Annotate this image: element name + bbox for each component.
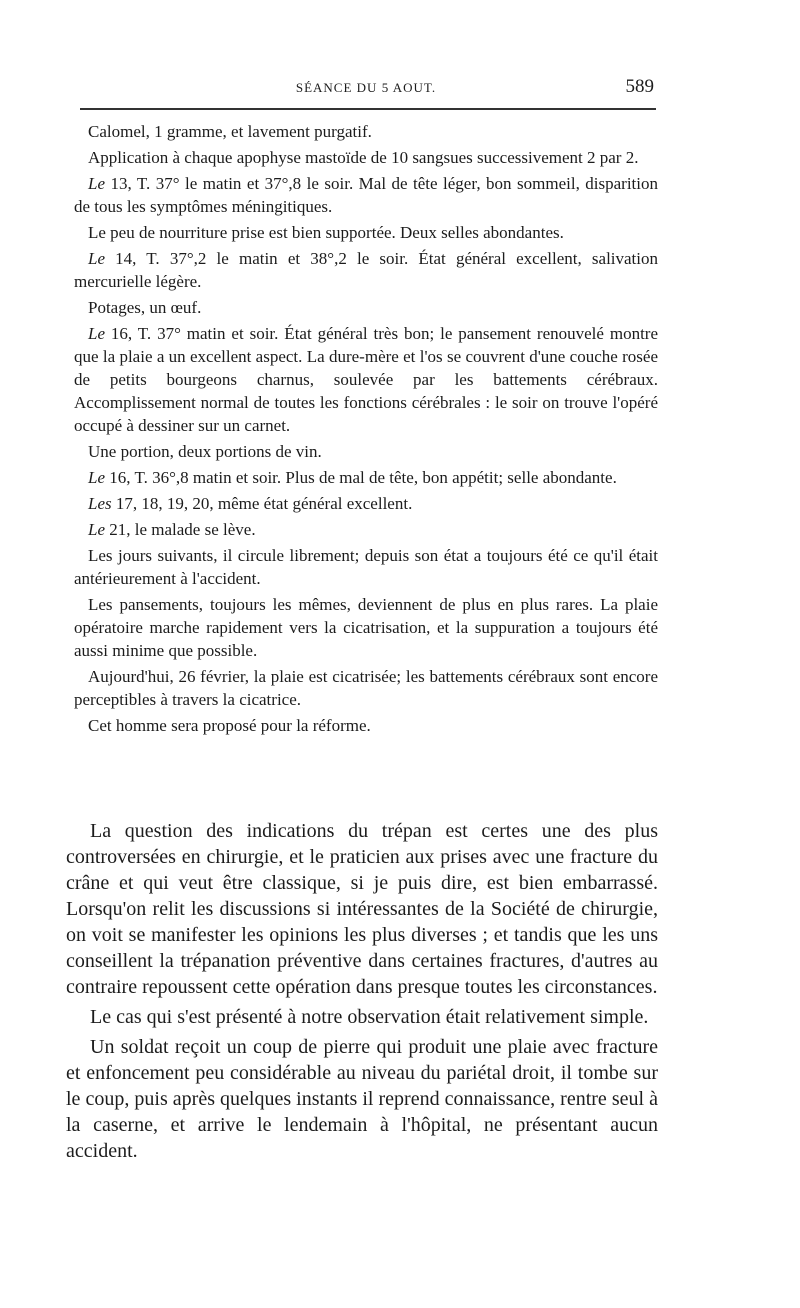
running-title: SÉANCE DU 5 AOUT. bbox=[295, 80, 437, 95]
header-rule bbox=[80, 108, 656, 110]
note-lead: Le bbox=[88, 468, 105, 487]
note-paragraph bbox=[74, 466, 658, 489]
note-text: 16, T. 37° matin et soir. État général très bon; le pansement renouvelé montre que la plaie a un excellent aspect. La dure-mère et l'os se couvrent d'une couche rosée de petits bourgeons charnus, soulevée par les battements cérébraux. Accomplissement normal de toutes les fonctions cérébrales : le soir on trouve l'opéré occupé à dessiner sur un carnet. bbox=[74, 324, 659, 435]
body-paragraph: Le cas qui s'est présenté à notre observation était relativement simple. bbox=[90, 1006, 649, 1028]
note-text: Potages, un œuf. bbox=[88, 298, 202, 317]
note-text: 14, T. 37°,2 le matin et 38°,2 le soir. État général excellent, salivation mercurielle légère. bbox=[74, 249, 659, 291]
note-paragraph bbox=[74, 221, 658, 244]
note-paragraph bbox=[74, 247, 658, 293]
note-text: 17, 18, 19, 20, même état général excellent. bbox=[115, 494, 413, 513]
page-header bbox=[74, 76, 658, 100]
note-paragraph bbox=[74, 172, 658, 218]
note-paragraph bbox=[74, 665, 658, 711]
note-paragraph bbox=[74, 518, 658, 541]
note-text: Cet homme sera proposé pour la réforme. bbox=[88, 716, 371, 735]
note-paragraph bbox=[74, 440, 658, 463]
note-paragraph bbox=[74, 593, 658, 662]
note-lead: Le bbox=[88, 520, 105, 539]
note-lead: Le bbox=[88, 249, 105, 268]
note-text: 16, T. 36°,8 matin et soir. Plus de mal de tête, bon appétit; selle abondante. bbox=[109, 468, 617, 487]
note-text: 21, le malade se lève. bbox=[109, 520, 256, 539]
body-paragraph: Un soldat reçoit un coup de pierre qui produit une plaie avec fracture et enfoncement peu considérable au niveau du pariétal droit, il tombe sur le coup, puis après quelques instants il reprend connaissance, rentre seul à la caserne, et arrive le lendemain à l'hôpital, ne présentant aucun accident. bbox=[66, 1036, 658, 1162]
note-text: Aujourd'hui, 26 février, la plaie est cicatrisée; les battements cérébraux sont encore perceptibles à travers la cicatrice. bbox=[74, 667, 658, 709]
note-paragraph bbox=[74, 296, 658, 319]
note-paragraph bbox=[74, 120, 658, 143]
page-number: 589 bbox=[625, 76, 654, 97]
note-lead: Le bbox=[88, 174, 105, 193]
note-text: Les pansements, toujours les mêmes, deviennent de plus en plus rares. La plaie opératoire marche rapidement vers la cicatrisation, et la suppuration a toujours été aussi minime que possible. bbox=[74, 595, 658, 660]
note-text: Une portion, deux portions de vin. bbox=[88, 442, 322, 461]
note-lead: Les bbox=[88, 494, 112, 513]
note-text: Application à chaque apophyse mastoïde de 10 sangsues successivement 2 par 2. bbox=[88, 148, 639, 167]
note-text: Le peu de nourriture prise est bien supportée. Deux selles abondantes. bbox=[88, 223, 564, 242]
note-text: Les jours suivants, il circule librement; depuis son état a toujours été ce qu'il était antérieurement à l'accident. bbox=[74, 546, 658, 588]
case-notes bbox=[74, 120, 658, 737]
body-text bbox=[66, 818, 658, 1164]
note-text: Calomel, 1 gramme, et lavement purgatif. bbox=[88, 122, 372, 141]
note-paragraph bbox=[74, 544, 658, 590]
note-paragraph bbox=[74, 322, 658, 437]
note-paragraph bbox=[74, 146, 658, 169]
note-lead: Le bbox=[88, 324, 105, 343]
note-paragraph bbox=[74, 714, 658, 737]
note-paragraph bbox=[74, 492, 658, 515]
body-paragraph: La question des indications du trépan est certes une des plus controversées en chirurgie, et le praticien aux prises avec une fracture du crâne et qui veut être classique, si je puis dire, est bien embarrassé. Lorsqu'on relit les discussions si intéressantes de la Société de chirurgie, on voit se manifester les opinions les plus diverses ; et tandis que les uns conseillent la trépanation préventive dans certaines fractures, d'autres au contraire repoussent cette opération dans presque toutes les circonstances. bbox=[66, 820, 658, 998]
note-text: 13, T. 37° le matin et 37°,8 le soir. Mal de tête léger, bon sommeil, disparition de tous les symptômes méningitiques. bbox=[74, 174, 658, 216]
